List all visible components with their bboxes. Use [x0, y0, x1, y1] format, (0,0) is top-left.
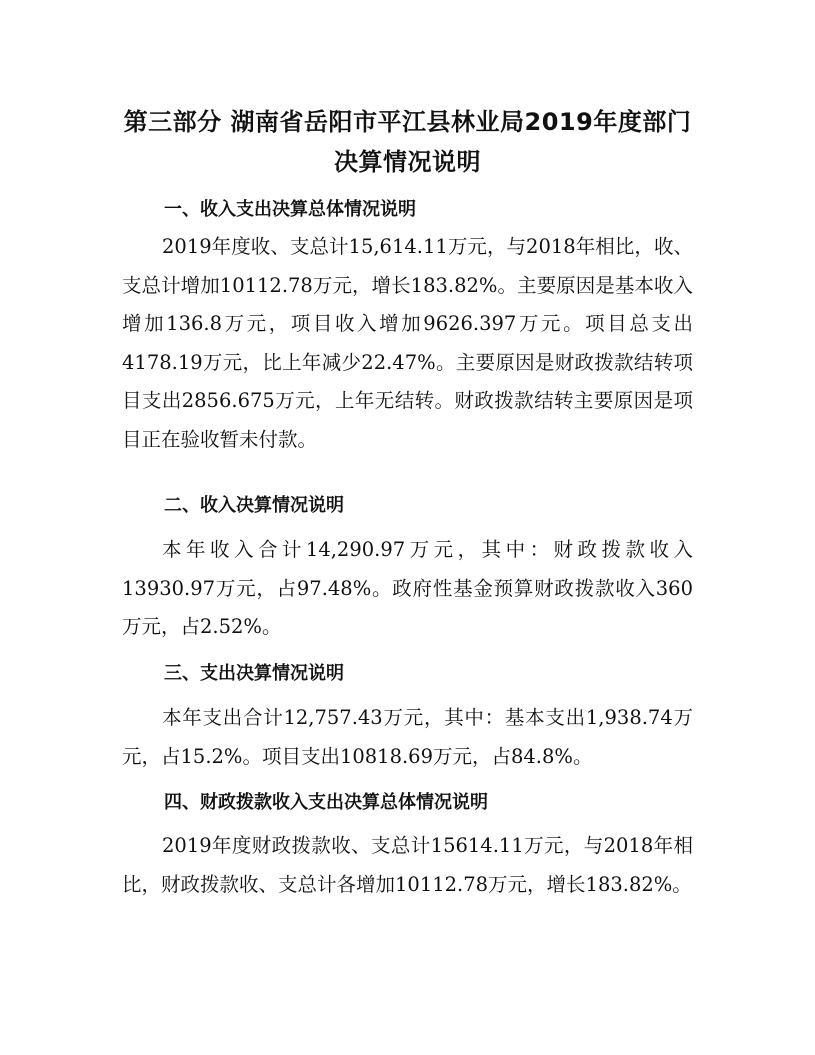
section-heading-expenditure: 三、支出决算情况说明	[164, 663, 344, 684]
document-title-line-2: 决算情况说明	[334, 148, 481, 176]
section-paragraph-income-expenditure-overview: 2019年度收、支总计15,614.11万元，与2018年相比，收、支总计增加10112.78万元，增长183.82%。主要原因是基本收入增加136.8万元，项目收入增加9626.397万元。项目总支出4178.19万元，比上年减少22.47%。主要原因是财政拨款结转项目支出2856.675万元，上年无结转。财政拨款结转主要原因是项目正在验收暂未付款。	[122, 235, 693, 451]
section-paragraph-income: 本年收入合计14,290.97万元，其中：财政拨款收入13930.97万元，占97.48%。政府性基金预算财政拨款收入360万元，占2.52%。	[122, 538, 693, 638]
section-heading-income-expenditure-overview: 一、收入支出决算总体情况说明	[164, 199, 416, 220]
section-heading-fiscal-appropriation: 四、财政拨款收入支出决算总体情况说明	[164, 792, 488, 813]
section-heading-income: 二、收入决算情况说明	[164, 495, 344, 516]
document-title-line-1: 第三部分 湖南省岳阳市平江县林业局2019年度部门	[123, 108, 692, 136]
section-paragraph-fiscal-appropriation: 2019年度财政拨款收、支总计15614.11万元，与2018年相比，财政拨款收、支总计各增加10112.78万元，增长183.82%。	[122, 834, 693, 896]
section-paragraph-expenditure: 本年支出合计12,757.43万元，其中：基本支出1,938.74万元，占15.2%。项目支出10818.69万元，占84.8%。	[122, 706, 693, 768]
